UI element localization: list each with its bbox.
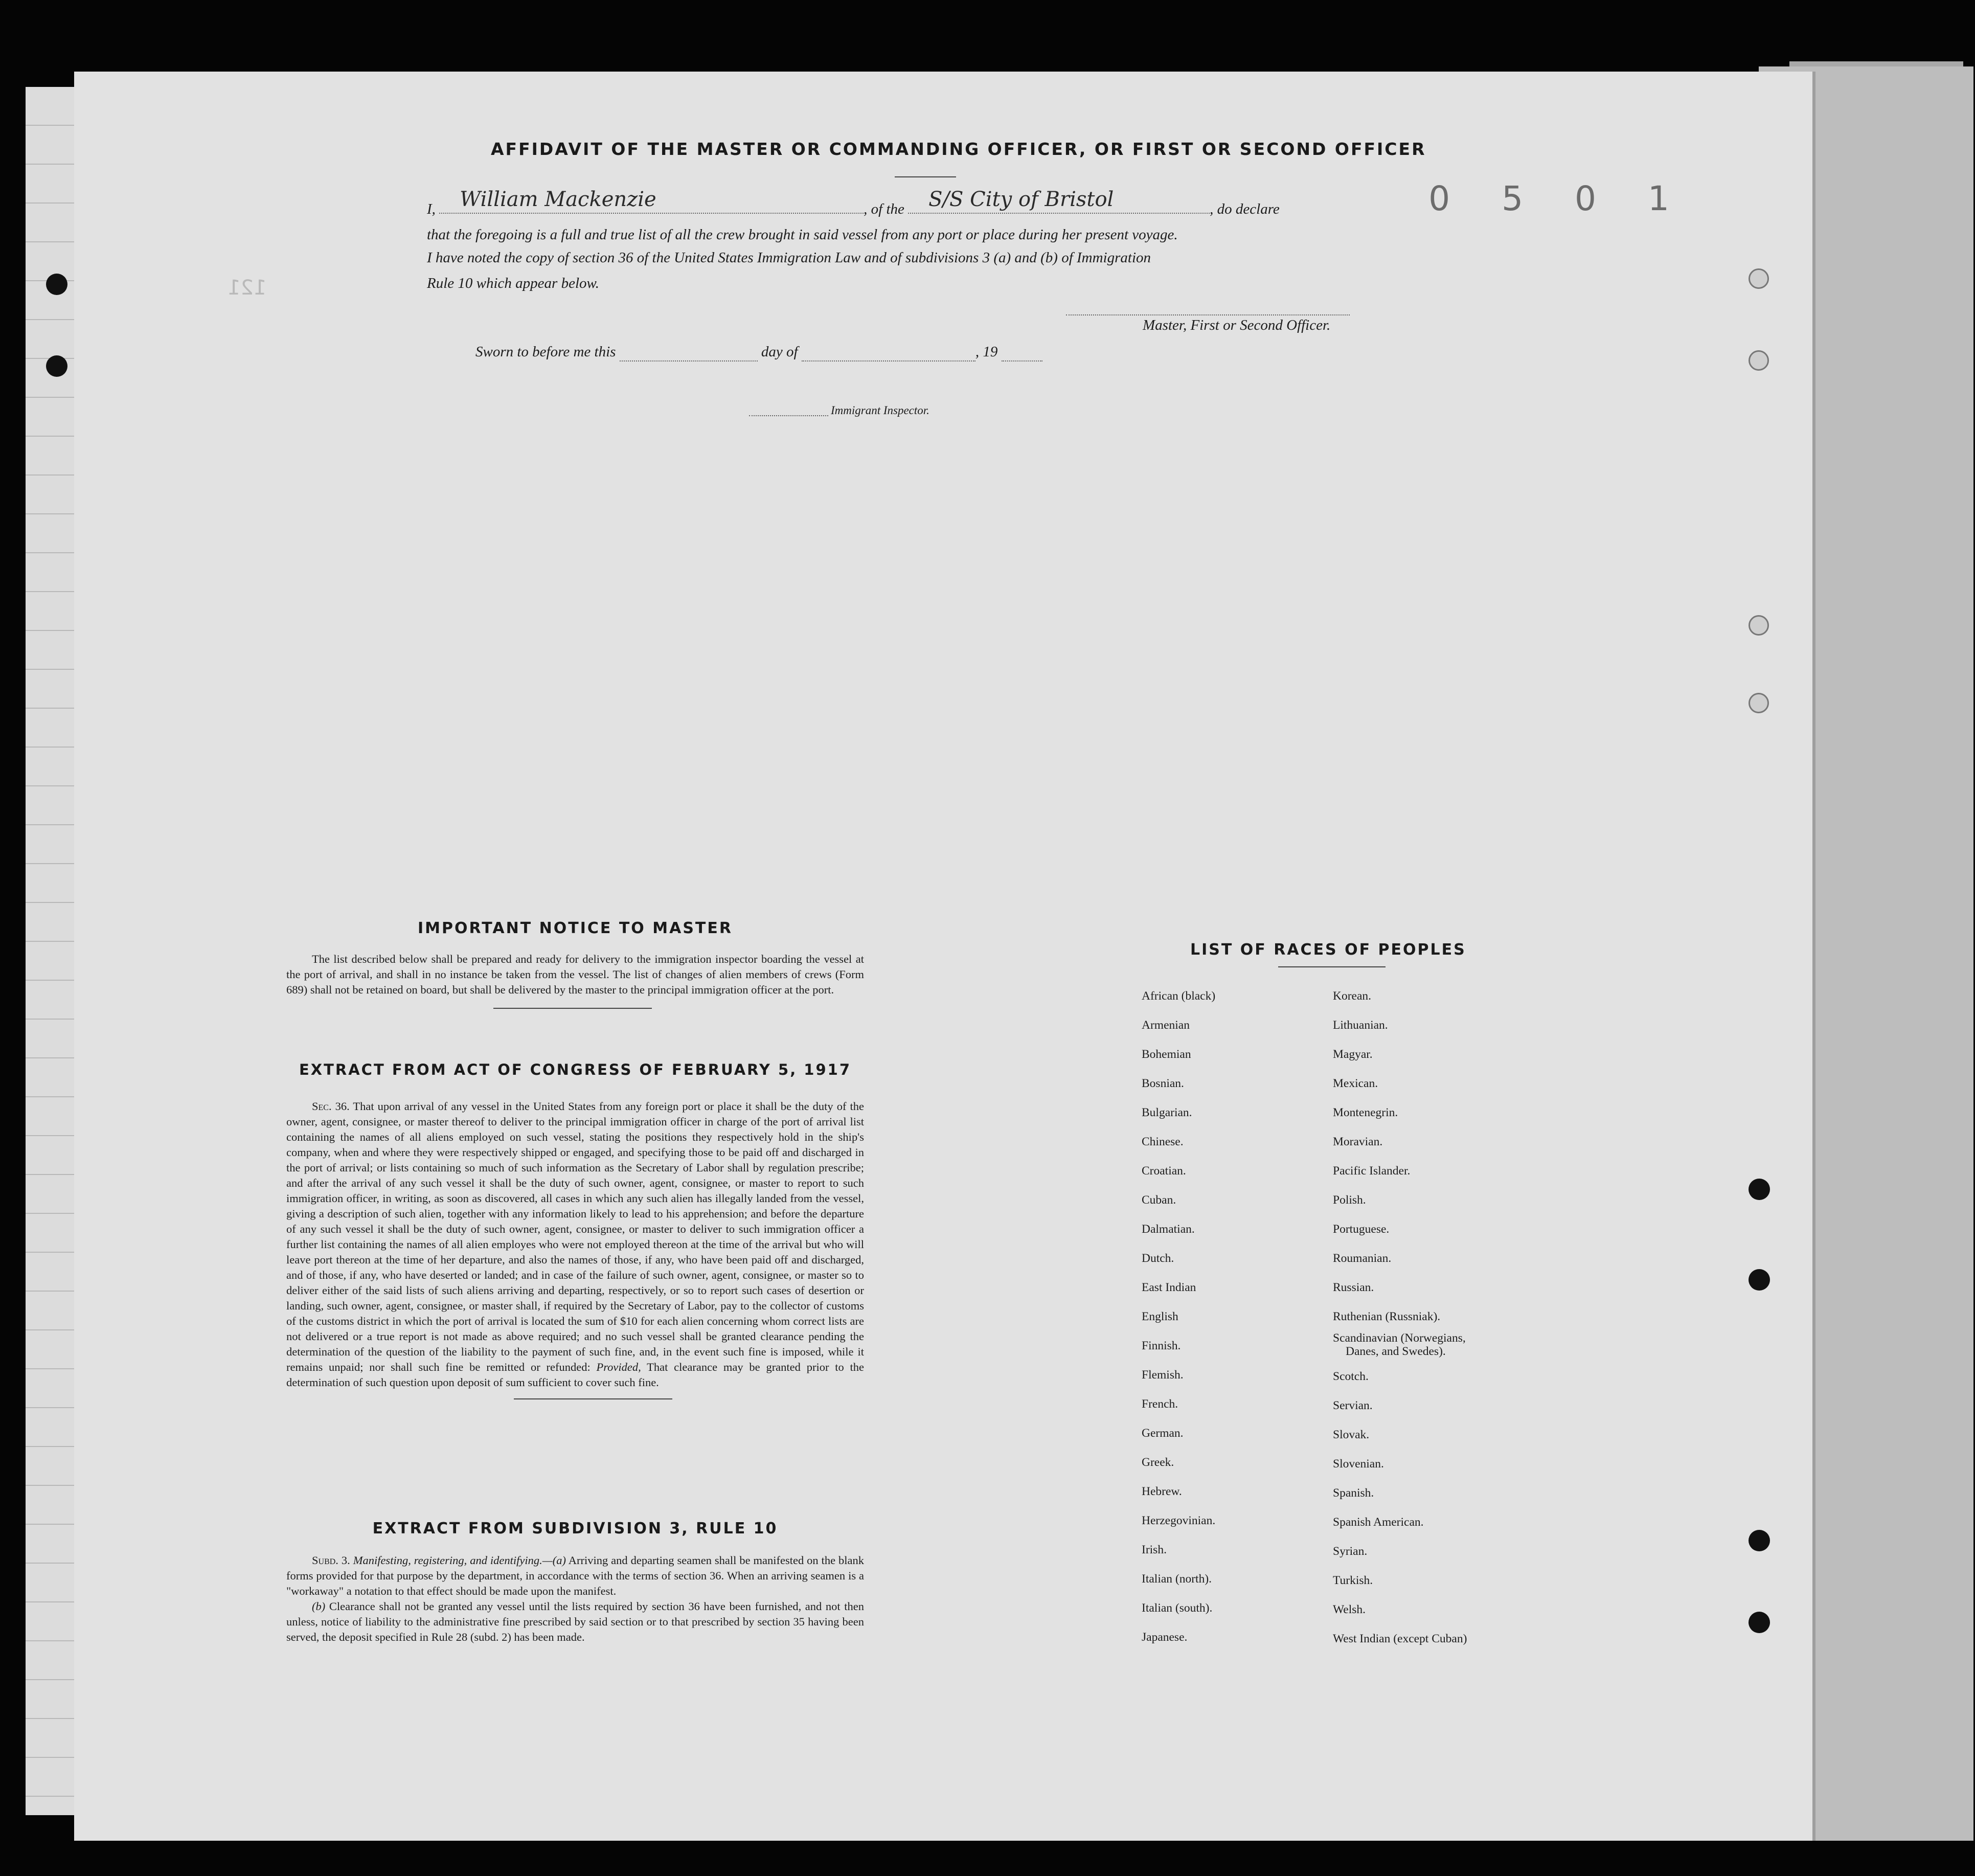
race-item: Servian.	[1333, 1399, 1373, 1412]
act-extract-section	[286, 1061, 864, 1399]
race-item: Portuguese.	[1333, 1223, 1390, 1236]
race-item: Roumanian.	[1333, 1252, 1392, 1265]
race-item: Bosnian.	[1142, 1077, 1184, 1090]
race-item: French.	[1142, 1397, 1178, 1411]
race-item: West Indian (except Cuban)	[1333, 1632, 1467, 1645]
section-divider	[493, 1008, 652, 1009]
faint-bleedthrough-number: 121	[228, 276, 267, 300]
inspector-signature-line	[749, 415, 828, 416]
race-item: Korean.	[1333, 989, 1372, 1003]
race-item: Greek.	[1142, 1456, 1174, 1469]
race-item: Japanese.	[1142, 1631, 1188, 1644]
page-stamp-number: 0 5 0 1	[1428, 179, 1690, 218]
section-divider	[514, 1398, 672, 1399]
race-item: Slovenian.	[1333, 1457, 1384, 1471]
binder-hole	[1749, 1612, 1770, 1633]
binder-hole	[1749, 693, 1769, 713]
subd-label: Subd. 3.	[312, 1554, 350, 1567]
race-item: Syrian.	[1333, 1545, 1368, 1558]
subd-para-a: Arriving and departing seamen shall be manifested on the blank forms provided for that purpose by the department, in accordance with the terms of section 36. When an arriving seamen is a "workaway" a notation to that effect should be made upon the manifest.	[286, 1554, 865, 1597]
subd-b-label: (b)	[312, 1600, 326, 1613]
sworn-month-field	[802, 344, 975, 361]
binder-hole	[1749, 350, 1769, 371]
race-item: Polish.	[1333, 1193, 1366, 1207]
race-item: Flemish.	[1142, 1368, 1184, 1382]
race-item: Armenian	[1142, 1019, 1190, 1032]
race-item: English	[1142, 1310, 1178, 1323]
notice-text: The list described below shall be prepared and ready for delivery to the immigration inspector boarding the vessel at the port of arrival, and shall in no instance be taken from the vessel. The list of changes of alien members of crews (Form 689) shall not be retained on board, but shall be delivered by the master to the principal immigration officer at the port.	[286, 953, 864, 996]
notice-title: IMPORTANT NOTICE TO MASTER	[418, 919, 733, 937]
race-item: Danes, and Swedes).	[1346, 1345, 1446, 1358]
provided-label: Provided,	[596, 1361, 641, 1373]
race-item: Turkish.	[1333, 1574, 1373, 1587]
binder-hole	[1749, 268, 1769, 289]
sworn-year-field	[1002, 344, 1042, 361]
sworn-year-prefix: , 19	[975, 344, 998, 360]
race-item: Croatian.	[1142, 1164, 1186, 1178]
subd-heading: Manifesting, registering, and identifying.—(a)	[353, 1554, 566, 1567]
ledger-strip	[26, 87, 78, 1815]
title-underline	[895, 176, 956, 177]
sworn-line	[475, 344, 1042, 361]
binder-hole	[46, 274, 67, 295]
act-extract-title: EXTRACT FROM ACT OF CONGRESS OF FEBRUARY 5, 1917	[299, 1061, 852, 1078]
rule-extract-para-a	[286, 1553, 864, 1599]
race-item: Italian (north).	[1142, 1572, 1212, 1586]
race-item: Irish.	[1142, 1543, 1167, 1556]
binder-hole	[1749, 615, 1769, 636]
race-item: Dutch.	[1142, 1252, 1174, 1265]
act-extract-body: That upon arrival of any vessel in the United States from any foreign port or place it shall be the duty of the owner, agent, consignee, or master thereof to deliver to the principal immigration officer in charge of the port of arrival list containing the names of all aliens employed on such vessel, stating the positions they respectively hold in the ship's company, when and where they were respectively shipped or engaged, and specifying those to be paid off and discharged in the port of arrival; or lists containing so much of such information as the Secretary of Labor shall by regulation prescribe; and after the arrival of any such vessel it shall be the duty of such owner, agent, consignee, or master to report to such immigration officer, in writing, as soon as discovered, all cases in which any such alien has illegally landed from the vessel, giving a description of such alien, together with any information likely to lead to his apprehension; and before the departure of any such vessel it shall be the duty of such owner, agent, consignee, or master to deliver to such immigration officer a further list containing the names of all alien employes who were not employed thereon at the time of the arrival but who will leave port thereon at the time of her departure, and also the names of those, if any, who have been paid off and discharged, and of those, if any, who have deserted or landed; and in case of the failure of such owner, agent, consignee, or master so to deliver either of the said lists of such aliens arriving and departing, respectively, or so to report such cases of desertion or landing, such owner, agent, consignee, or master shall, if required by the Secretary of Labor, pay to the collector of customs of the customs district in which the port of arrival is located the sum of $10 for each alien concerning whom correct lists are not delivered or a true report is not made as above required; and no such vessel shall be granted clearance pending the determination of the question of the liability to the payment of such fine, and, in the event such fine is imposed, while it remains unpaid; nor shall such fine be remitted or refunded:	[286, 1100, 864, 1373]
race-item: Bulgarian.	[1142, 1106, 1192, 1119]
signature-caption: Master, First or Second Officer.	[1143, 317, 1331, 333]
race-item: Lithuanian.	[1333, 1019, 1388, 1032]
race-item: Italian (south).	[1142, 1601, 1213, 1615]
section-label: Sec. 36.	[312, 1100, 350, 1113]
race-item: Herzegovinian.	[1142, 1514, 1216, 1527]
binder-hole	[1749, 1179, 1770, 1200]
race-item: Hebrew.	[1142, 1485, 1182, 1498]
binder-hole	[1749, 1269, 1770, 1291]
vessel-name-field	[908, 188, 1210, 214]
affidavit-line-1	[427, 188, 1388, 221]
race-item: Montenegrin.	[1333, 1106, 1398, 1119]
vessel-prefix: , of the	[864, 201, 904, 217]
declarant-name-handwriting: William Mackenzie	[460, 188, 656, 211]
signature-line	[1066, 314, 1350, 315]
race-item: Spanish American.	[1333, 1516, 1424, 1529]
affidavit-title: AFFIDAVIT OF THE MASTER OR COMMANDING OFFICER, OR FIRST OR SECOND OFFICER	[491, 139, 1426, 159]
notice-section	[286, 919, 864, 1009]
rule-extract-title: EXTRACT FROM SUBDIVISION 3, RULE 10	[372, 1520, 778, 1538]
subd-para-b: Clearance shall not be granted any vessel until the lists required by section 36 have been furnished, and not then unless, notice of liability to the administrative fine prescribed by said section or to that prescribed by section 35 having been served, the deposit specified in Rule 28 (subd. 2) has been made.	[286, 1600, 864, 1643]
race-item: Russian.	[1333, 1281, 1374, 1294]
race-item: Dalmatian.	[1142, 1223, 1195, 1236]
rule-extract-para-b	[286, 1599, 864, 1645]
race-item: German.	[1142, 1427, 1184, 1440]
race-item: African (black)	[1142, 989, 1216, 1003]
race-item: Bohemian	[1142, 1048, 1191, 1061]
race-item: Welsh.	[1333, 1603, 1366, 1616]
affidavit-line-4: Rule 10 which appear below.	[427, 275, 599, 291]
races-title: LIST OF RACES OF PEOPLES	[1190, 941, 1466, 959]
race-item: Magyar.	[1333, 1048, 1373, 1061]
declare-suffix: , do declare	[1210, 201, 1280, 217]
act-extract-text	[286, 1099, 864, 1390]
affidavit-line-2: that the foregoing is a full and true list of all the crew brought in said vessel from any port or place during her present voyage.	[427, 227, 1178, 243]
sworn-prefix: Sworn to before me this	[475, 344, 616, 360]
declarant-prefix: I,	[427, 201, 436, 217]
vessel-name-handwriting: S/S City of Bristol	[928, 188, 1114, 211]
affidavit-line-3: I have noted the copy of section 36 of the United States Immigration Law and of subdivisions 3 (a) and (b) of Immigration	[427, 250, 1151, 266]
provided-text: That clearance may be granted prior to the determination of such question upon deposit of sum sufficient to cover such fine.	[286, 1361, 865, 1389]
race-item: Ruthenian (Russniak).	[1333, 1310, 1441, 1323]
race-item: Mexican.	[1333, 1077, 1378, 1090]
race-item: Finnish.	[1142, 1339, 1181, 1352]
rule-extract-section	[286, 1520, 864, 1645]
race-item: East Indian	[1142, 1281, 1196, 1294]
race-item: Spanish.	[1333, 1486, 1374, 1500]
race-item: Cuban.	[1142, 1193, 1176, 1207]
race-item: Slovak.	[1333, 1428, 1370, 1441]
race-item: Scandinavian (Norwegians,	[1333, 1331, 1466, 1345]
binder-hole	[46, 355, 67, 377]
race-item: Scotch.	[1333, 1370, 1369, 1383]
race-item: Chinese.	[1142, 1135, 1184, 1148]
declarant-name-field	[439, 188, 864, 214]
sworn-day-field	[620, 344, 758, 361]
race-item: Pacific Islander.	[1333, 1164, 1411, 1178]
sworn-day-of: day of	[761, 344, 798, 360]
race-item: Moravian.	[1333, 1135, 1383, 1148]
races-title-underline	[1278, 966, 1386, 967]
inspector-caption: Immigrant Inspector.	[831, 404, 929, 417]
binder-hole	[1749, 1530, 1770, 1551]
